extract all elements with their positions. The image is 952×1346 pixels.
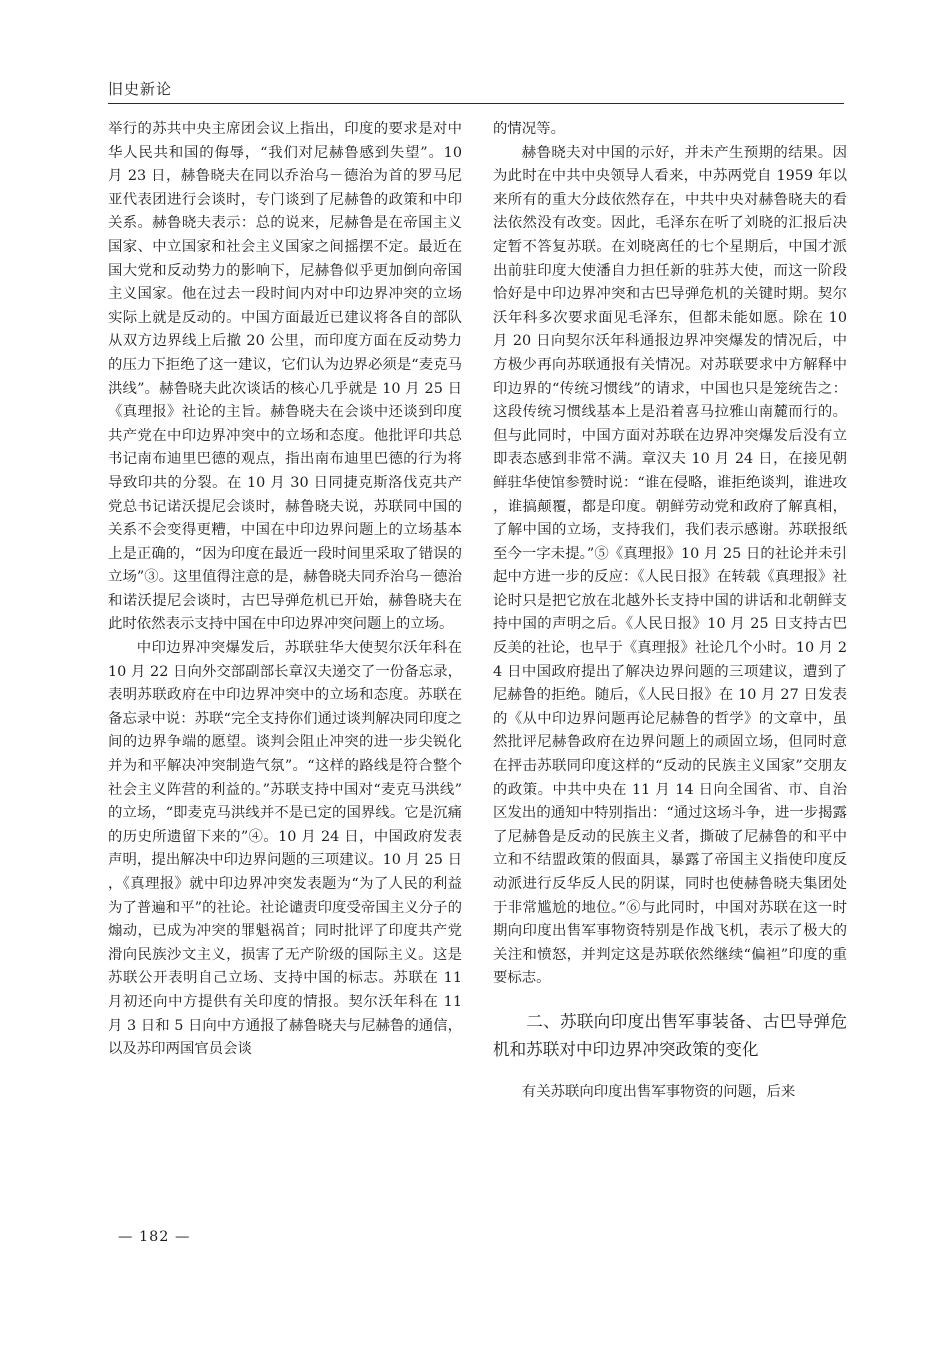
right-paragraph-1: 的情况等。 <box>493 121 565 137</box>
section-heading: 二、苏联向印度出售军事装备、古巴导弹危机和苏联对中印边界冲突政策的变化 <box>493 1011 847 1059</box>
left-column <box>108 118 462 1230</box>
page-number: — 182 — <box>118 1229 191 1245</box>
running-title: 旧史新论 <box>108 80 173 98</box>
right-paragraph-2: 赫鲁晓夫对中国的示好，并未产生预期的结果。因为此时在中共中央领导人看来，中苏两党自 1959 年以来所有的重大分歧依然存在，中共中央对赫鲁晓夫的看法依然没有改变。因此，毛泽东在听了刘晓的汇报后决定暂不答复苏联。在刘晓离任的七个星期后，中国才派出前驻印度大使潘自力担任新的驻苏大使，而这一阶段恰好是中印边界冲突和古巴导弹危机的关键时期。契尔沃年科多次要求面见毛泽东，但都未能如愿。除在 10 月 20 日向契尔沃年科通报边界冲突爆发的情况后，中方极少再向苏联通报有关情况。对苏联要求中方解释中印边界的“传统习惯线”的请求，中国也只是笼统告之：这段传统习惯线基本上是沿着喜马拉雅山南麓而行的。但与此同时，中国方面对苏联在边界冲突爆发后没有立即表态感到非常不满。章汉夫 10 月 24 日，在接见朝鲜驻华使馆参赞时说：“谁在侵略，谁拒绝谈判，谁进攻，谁搞颠覆，都是印度。朝鲜劳动党和政府了解真相，了解中国的立场，支持我们，我们表示感谢。苏联报纸至今一字未提。”⑤《真理报》10 月 25 日的社论并未引起中方进一步的反应：《人民日报》在转载《真理报》社论时只是把它放在北越外长支持中国的讲话和北朝鲜支持中国的声明之后。《人民日报》10 月 25 日支持古巴反美的社论，也早于《真理报》社论几个小时。10 月 24 日中国政府提出了解决边界问题的三项建议，遭到了尼赫鲁的拒绝。随后，《人民日报》在 10 月 27 日发表的《从中印边界问题再论尼赫鲁的哲学》的文章中，虽然批评尼赫鲁政府在边界问题上的顽固立场，但同时意在抨击苏联同印度这样的“反动的民族主义国家”交朋友的政策。中共中央在 11 月 14 日向全国省、市、自治区发出的通知中特别指出：“通过这场斗争，进一步揭露了尼赫鲁是反动的民族主义者，撕破了尼赫鲁的和平中立和不结盟政策的假面具，暴露了帝国主义指使印度反动派进行反华反人民的阴谋，同时也使赫鲁晓夫集团处于非常尴尬的地位。”⑥与此同时，中国对苏联在这一时期向印度出售军事物资特别是作战飞机，表示了极大的关注和愤怒，并判定这是苏联依然继续“偏袒”印度的重要标志。 <box>493 144 847 987</box>
right-column <box>493 118 847 1105</box>
left-paragraph-1: 举行的苏共中央主席团会议上指出，印度的要求是对中华人民共和国的侮辱，“我们对尼赫鲁感到失望”。10 月 23 日，赫鲁晓夫在同以乔治乌－德治为首的罗马尼亚代表团进行会谈时，专门谈到了尼赫鲁的政策和中印关系。赫鲁晓夫表示：总的说来，尼赫鲁是在帝国主义国家、中立国家和社会主义国家之间摇摆不定。最近在国大党和反动势力的影响下，尼赫鲁似乎更加倒向帝国主义国家。他在过去一段时间内对中印边界冲突的立场实际上就是反动的。中国方面最近已建议将各自的部队从双方边界线上后撤 20 公里，而印度方面在反动势力的压力下拒绝了这一建议，它们认为边界必须是“麦克马洪线”。赫鲁晓夫此次谈话的核心几乎就是 10 月 25 日《真理报》社论的主旨。赫鲁晓夫在会谈中还谈到印度共产党在中印边界冲突中的立场和态度。他批评印共总书记南布迪里巴德的观点，指出南布迪里巴德的行为将导致印共的分裂。在 10 月 30 日同捷克斯洛伐克共产党总书记诺沃提尼会谈时，赫鲁晓夫说，苏联同中国的关系不会变得更糟，中国在中印边界问题上的立场基本上是正确的，“因为印度在最近一段时间里采取了错误的立场”③。这里值得注意的是，赫鲁晓夫同乔治乌－德治和诺沃提尼会谈时，古巴导弹危机已开始，赫鲁晓夫在此时依然表示支持中国在中印边界冲突问题上的立场。 <box>108 121 462 633</box>
right-paragraph-3: 有关苏联向印度出售军事物资的问题，后来 <box>521 1083 796 1100</box>
left-paragraph-2: 中印边界冲突爆发后，苏联驻华大使契尔沃年科在 10 月 22 日向外交部副部长章汉夫递交了一份备忘录，表明苏联政府在中印边界冲突中的立场和态度。苏联在备忘录中说：苏联“完全支持你们通过谈判解决同印度之间的边界争端的愿望。谈判会阻止冲突的进一步尖锐化并为和平解决冲突制造气氛”。“这样的路线是符合整个社会主义阵营的利益的。”苏联支持中国对“麦克马洪线”的立场，“即麦克马洪线并不是已定的国界线。它是沉痛的历史所遗留下来的”④。10 月 24 日，中国政府发表声明，提出解决中印边界问题的三项建议。10 月 25 日，《真理报》就中印边界冲突发表题为“为了人民的利益 为了普遍和平”的社论。社论谴责印度受帝国主义分子的煽动，已成为冲突的罪魁祸首；同时批评了印度共产党滑向民族沙文主义，损害了无产阶级的国际主义。这是苏联公开表明自己立场、支持中国的标志。苏联在 11 月初还向中方提供有关印度的情报。契尔沃年科在 11 月 3 日和 5 日向中方通报了赫鲁晓夫与尼赫鲁的通信，以及苏印两国官员会谈 <box>108 640 462 1058</box>
running-header <box>108 78 844 104</box>
